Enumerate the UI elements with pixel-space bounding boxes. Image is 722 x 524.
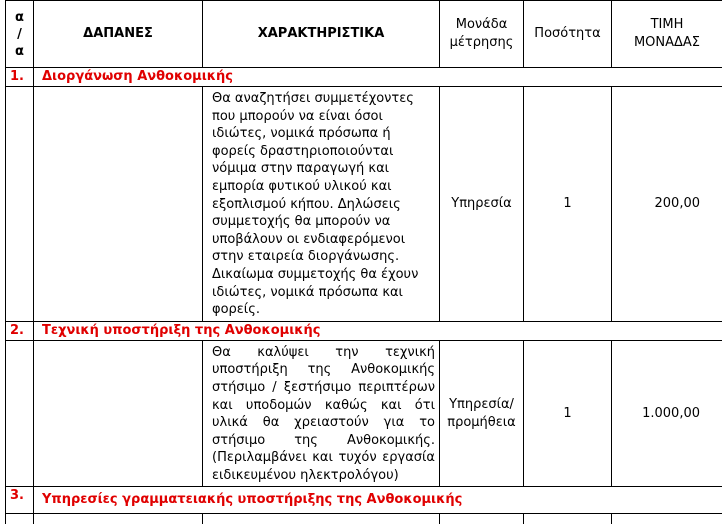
section-number: 1. xyxy=(6,68,34,87)
expenses-header: ΔΑΠΑΝΕΣ xyxy=(34,1,203,68)
item-description: Θα αναζητήσει συμμετέχοντες που μπορούν να είναι όσοι ιδιώτες, νομικά πρόσωπα ή φορείς δραστηριοποιούνται νόμιμα στην παραγωγή και εμπορία φυτικού υλικού και εξοπλισμού κήπου. Δηλώσεις συμμετοχής θα μπορούν να υποβάλουν οι ενδιαφερόμενοι στην εταιρεία διοργάνωσης. Δικαίωμα συμμετοχής θα έχουν ιδιώτες, νομικά πρόσωπα και φορείς. xyxy=(203,87,440,322)
empty-cell xyxy=(524,514,612,524)
empty-cell xyxy=(34,340,203,487)
table-row xyxy=(6,514,722,524)
unit-price-header xyxy=(612,1,722,68)
section-row-1 xyxy=(6,68,722,87)
item-description: Θα καλύψει την τεχνική υποστήριξη της Ανθοκομικής στήσιμο / ξεστήσιμο περιπτέρων και υποδομών καθώς και ότι υλικά θα χρειαστούν για το στήσιμο της Ανθοκομικής. (Περιλαμβάνει και τυχόν εργασία ειδικευμένου ηλεκτρολόγου) xyxy=(203,340,440,487)
table-row xyxy=(6,340,722,487)
table-header-row xyxy=(6,1,722,68)
item-price: 1.000,00 xyxy=(612,340,722,487)
unit-header xyxy=(440,1,524,68)
item-unit-line-2: προμήθεια xyxy=(447,415,516,430)
empty-cell xyxy=(6,87,34,322)
section-title: Τεχνική υποστήριξη της Ανθοκομικής xyxy=(34,321,722,340)
unit-header-line-1: Μονάδα xyxy=(456,17,508,32)
unit-price-header-line-2: ΜΟΝΑΔΑΣ xyxy=(634,35,700,50)
aa-line-3: α xyxy=(15,44,24,59)
section-title: Διοργάνωση Ανθοκομικής xyxy=(34,68,722,87)
empty-cell xyxy=(203,514,440,524)
item-unit xyxy=(440,340,524,487)
item-unit-line-1: Υπηρεσία/ xyxy=(449,397,514,412)
section-row-3 xyxy=(6,487,722,514)
empty-cell xyxy=(34,514,203,524)
features-header: ΧΑΡΑΚΤΗΡΙΣΤΙΚΑ xyxy=(203,1,440,68)
item-quantity: 1 xyxy=(524,87,612,322)
quantity-header: Ποσότητα xyxy=(524,1,612,68)
empty-cell xyxy=(6,340,34,487)
section-number: 3. xyxy=(6,487,34,514)
section-number: 2. xyxy=(6,321,34,340)
empty-cell xyxy=(34,87,203,322)
unit-header-line-2: μέτρησης xyxy=(450,35,514,50)
empty-cell xyxy=(6,514,34,524)
item-quantity: 1 xyxy=(524,340,612,487)
section-row-2 xyxy=(6,321,722,340)
expenses-table xyxy=(5,0,722,524)
item-price: 200,00 xyxy=(612,87,722,322)
unit-price-header-line-1: ΤΙΜΗ xyxy=(651,17,684,32)
table-row xyxy=(6,87,722,322)
item-unit: Υπηρεσία xyxy=(440,87,524,322)
empty-cell xyxy=(612,514,722,524)
aa-line-2: / xyxy=(17,27,22,42)
empty-cell xyxy=(440,514,524,524)
section-title: Υπηρεσίες γραμματειακής υποστήριξης της Ανθοκομικής xyxy=(34,487,722,514)
aa-line-1: α xyxy=(15,10,24,25)
aa-header xyxy=(6,1,34,68)
